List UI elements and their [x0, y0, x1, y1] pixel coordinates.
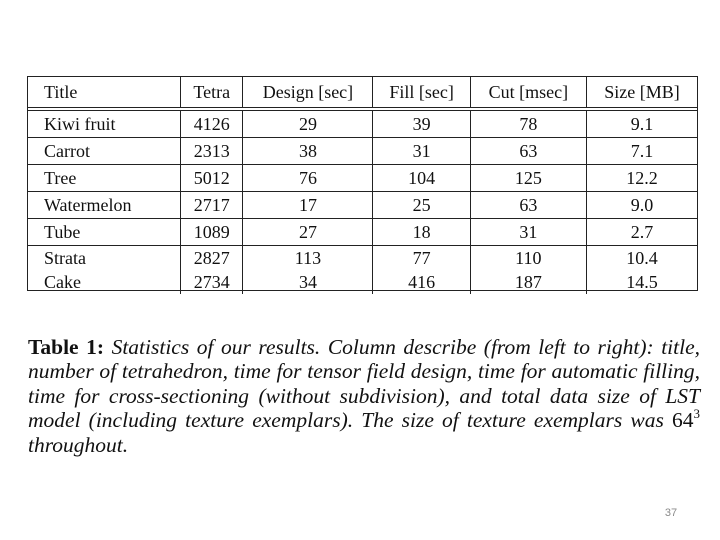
cell-fill: 104	[373, 165, 470, 192]
table-caption	[28, 335, 700, 458]
cell-design: 27	[243, 219, 373, 246]
table-row	[28, 165, 697, 192]
results-table-frame	[27, 76, 698, 291]
table-row	[28, 192, 697, 219]
cell-fill: 77	[373, 246, 470, 271]
caption-exponent-power: 3	[693, 406, 700, 422]
cell-cut: 187	[470, 270, 586, 294]
caption-exponent-base: 64	[672, 408, 694, 433]
cell-design: 38	[243, 138, 373, 165]
cell-cut: 63	[470, 138, 586, 165]
header-design: Design [sec]	[243, 77, 373, 109]
cell-cut: 31	[470, 219, 586, 246]
cell-title: Watermelon	[28, 192, 181, 219]
caption-label: Table 1:	[28, 334, 105, 359]
cell-cut: 110	[470, 246, 586, 271]
caption-text: Statistics of our results. Column describe (from left to right): title, number of tetrahedron, time for tensor field design, time for automatic filling, time for cross-sectioning (without subdivision), and total data size of LST model (including texture exemplars). The size of texture exemplars was	[28, 334, 701, 433]
cell-size: 10.4	[626, 248, 658, 268]
table-row	[28, 138, 697, 165]
cell-tetra: 1089	[181, 219, 243, 246]
cell-tetra: 2717	[181, 192, 243, 219]
cell-size: 9.1	[586, 109, 697, 138]
cell-fill: 18	[373, 219, 470, 246]
table-row	[28, 109, 697, 138]
cell-tetra: 2734	[181, 270, 243, 294]
cell-design: 29	[243, 109, 373, 138]
cell-title: Kiwi fruit	[28, 109, 181, 138]
cell-design: 34	[243, 270, 373, 294]
cell-size: 9.0	[586, 192, 697, 219]
header-cut: Cut [msec]	[470, 77, 586, 109]
cell-cut: 125	[470, 165, 586, 192]
cell-design: 17	[243, 192, 373, 219]
cell-fill: 416	[373, 270, 470, 294]
cell-title: Tube	[28, 219, 181, 246]
caption-body	[28, 335, 700, 457]
cell-cut: 78	[470, 109, 586, 138]
table-row	[28, 246, 697, 271]
cell-size: 7.1	[586, 138, 697, 165]
cell-tetra: 5012	[181, 165, 243, 192]
cell-design: 76	[243, 165, 373, 192]
cell-tetra: 2313	[181, 138, 243, 165]
header-title: Title	[28, 77, 181, 109]
table-header-row	[28, 77, 697, 109]
cell-fill: 39	[373, 109, 470, 138]
header-fill: Fill [sec]	[373, 77, 470, 109]
cell-cut: 63	[470, 192, 586, 219]
cell-fill: 31	[373, 138, 470, 165]
cell-title: Cake	[28, 270, 181, 294]
cell-fill: 25	[373, 192, 470, 219]
cell-size: 2.7	[586, 219, 697, 246]
table-row	[28, 219, 697, 246]
cell-title: Carrot	[28, 138, 181, 165]
cell-size: 12.2	[586, 165, 697, 192]
header-size: Size [MB]	[586, 77, 697, 109]
cell-tetra: 4126	[181, 109, 243, 138]
cell-tetra: 2827	[181, 246, 243, 271]
page-number: 37	[664, 507, 678, 519]
table-row	[28, 270, 697, 294]
cell-design: 113	[243, 246, 373, 271]
cell-title: Strata	[28, 246, 181, 271]
cell-title: Tree	[28, 165, 181, 192]
caption-text-end: throughout.	[28, 432, 129, 457]
header-tetra: Tetra	[181, 77, 243, 109]
results-table	[28, 77, 697, 294]
cell-size: 14.5	[626, 272, 658, 292]
